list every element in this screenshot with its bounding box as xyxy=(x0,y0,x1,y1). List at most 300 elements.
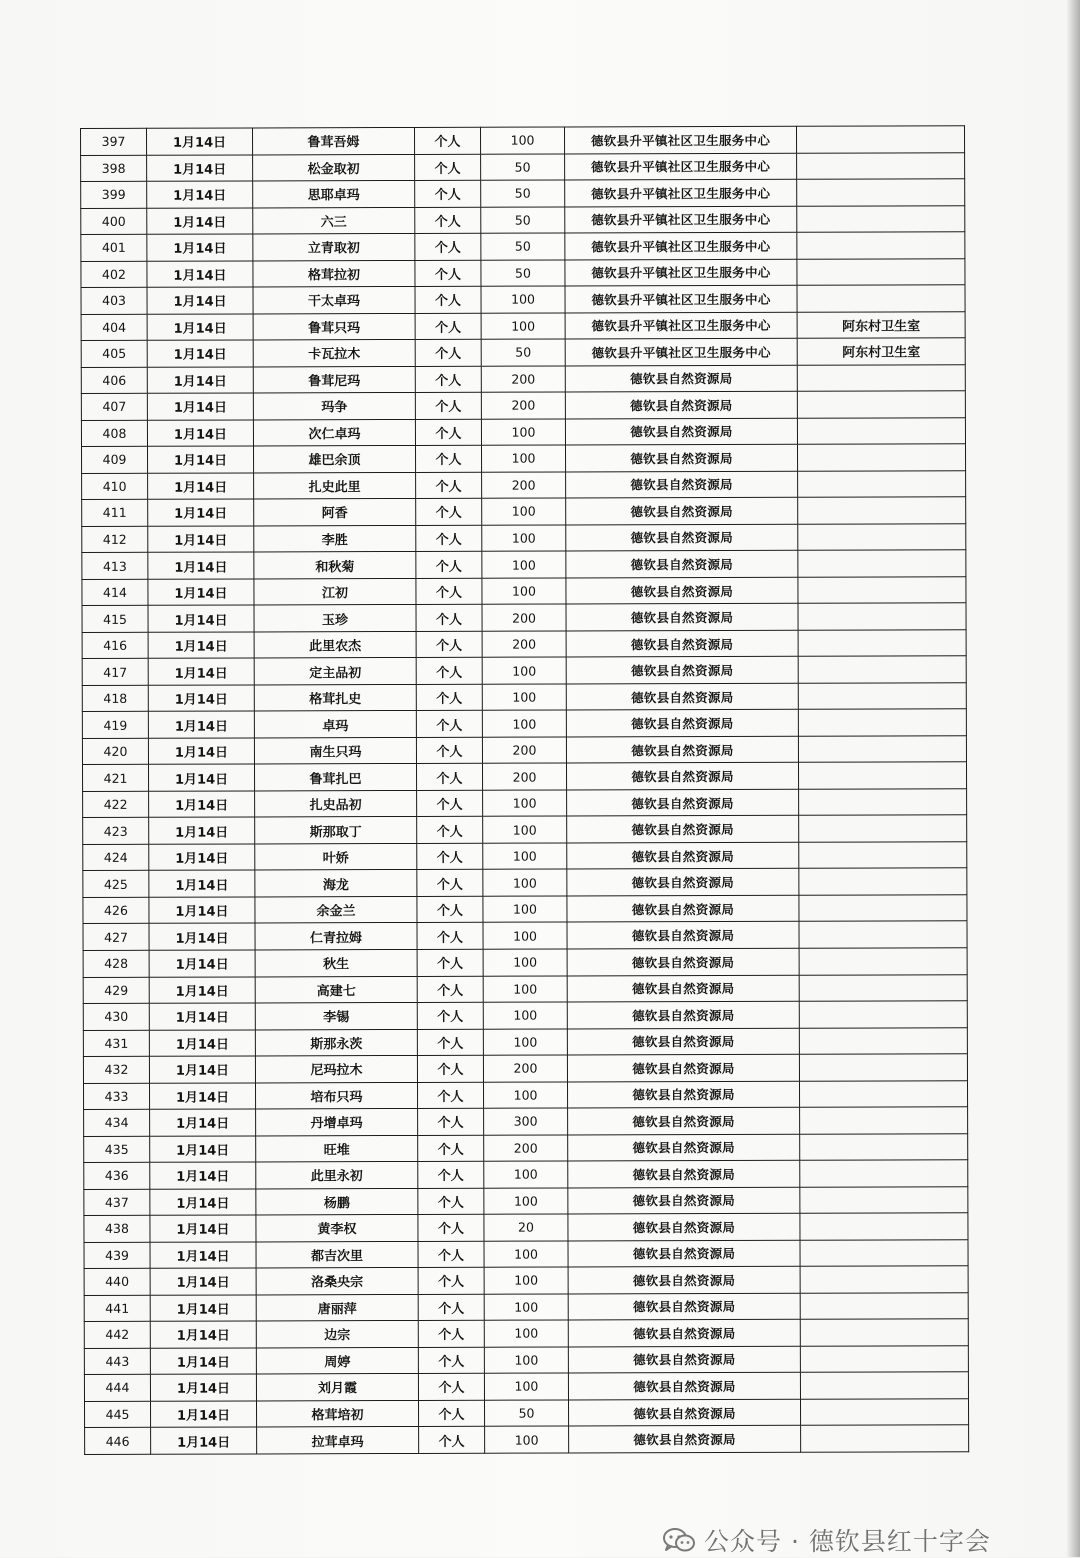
date-cell: 1月14日 xyxy=(150,1401,256,1428)
table-row xyxy=(83,974,967,1003)
table-row xyxy=(84,1080,968,1109)
table-row xyxy=(81,338,965,367)
note-cell xyxy=(800,1266,968,1293)
row-number: 405 xyxy=(81,340,147,367)
table-row xyxy=(82,470,966,499)
row-number: 413 xyxy=(82,553,148,580)
date-cell: 1月14日 xyxy=(149,950,255,977)
organization-cell: 德钦县自然资源局 xyxy=(567,975,799,1002)
amount-cell: 100 xyxy=(482,684,566,711)
amount-cell: 100 xyxy=(481,286,565,313)
donor-name: 此里农杰 xyxy=(254,631,416,658)
amount-cell: 100 xyxy=(484,1267,568,1294)
donor-name: 六三 xyxy=(253,207,415,234)
donor-name: 周婷 xyxy=(256,1347,418,1374)
donor-type: 个人 xyxy=(416,578,482,605)
amount-cell: 50 xyxy=(481,339,565,366)
donor-type: 个人 xyxy=(419,1427,485,1454)
watermark-text: 公众号 · 德钦县红十字会 xyxy=(704,1527,991,1556)
organization-cell: 德钦县升平镇社区卫生服务中心 xyxy=(565,259,797,286)
organization-cell: 德钦县自然资源局 xyxy=(568,1319,800,1346)
amount-cell: 100 xyxy=(483,949,567,976)
date-cell: 1月14日 xyxy=(148,605,254,632)
donor-name: 定主品初 xyxy=(254,658,416,685)
date-cell: 1月14日 xyxy=(147,181,253,208)
donor-type: 个人 xyxy=(415,419,481,446)
table-row xyxy=(84,1372,968,1401)
organization-cell: 德钦县升平镇社区卫生服务中心 xyxy=(565,338,797,365)
row-number: 402 xyxy=(81,261,147,288)
row-number: 435 xyxy=(84,1136,150,1163)
row-number: 401 xyxy=(81,234,147,261)
organization-cell: 德钦县自然资源局 xyxy=(566,604,798,631)
table-row xyxy=(81,391,965,420)
table-row xyxy=(84,1160,968,1189)
date-cell: 1月14日 xyxy=(150,1215,256,1242)
date-cell: 1月14日 xyxy=(148,738,254,765)
row-number: 406 xyxy=(81,367,147,394)
donor-name: 旺堆 xyxy=(256,1135,418,1162)
row-number: 407 xyxy=(81,393,147,420)
row-number: 419 xyxy=(82,712,148,739)
note-cell xyxy=(798,470,966,497)
amount-cell: 50 xyxy=(481,180,565,207)
organization-cell: 德钦县自然资源局 xyxy=(566,577,798,604)
date-cell: 1月14日 xyxy=(149,923,255,950)
page-edge-shadow xyxy=(1066,0,1080,1557)
donor-name: 立青取初 xyxy=(253,234,415,261)
donor-type: 个人 xyxy=(415,207,481,234)
organization-cell: 德钦县自然资源局 xyxy=(566,524,798,551)
note-cell xyxy=(799,868,967,895)
organization-cell: 德钦县升平镇社区卫生服务中心 xyxy=(565,206,797,233)
amount-cell: 100 xyxy=(481,419,565,446)
donor-name: 鲁茸扎巴 xyxy=(254,764,416,791)
row-number: 410 xyxy=(82,473,148,500)
note-cell xyxy=(799,1027,967,1054)
donor-type: 个人 xyxy=(417,1002,483,1029)
date-cell: 1月14日 xyxy=(149,870,255,897)
organization-cell: 德钦县自然资源局 xyxy=(565,444,797,471)
organization-cell: 德钦县自然资源局 xyxy=(567,842,799,869)
note-cell xyxy=(799,1080,967,1107)
row-number: 421 xyxy=(83,765,149,792)
donor-type: 个人 xyxy=(416,472,482,499)
amount-cell: 100 xyxy=(483,1002,567,1029)
date-cell: 1月14日 xyxy=(149,1029,255,1056)
donor-type: 个人 xyxy=(418,1373,484,1400)
table-row xyxy=(82,576,966,605)
amount-cell: 100 xyxy=(480,127,564,154)
table-row xyxy=(83,1054,967,1083)
donor-name: 秋生 xyxy=(255,949,417,976)
donor-type: 个人 xyxy=(418,1241,484,1268)
donor-name: 玛争 xyxy=(253,393,415,420)
note-cell xyxy=(798,683,966,710)
note-cell xyxy=(800,1107,968,1134)
donor-type: 个人 xyxy=(416,684,482,711)
table-row xyxy=(83,842,967,871)
amount-cell: 200 xyxy=(481,392,565,419)
row-number: 415 xyxy=(82,606,148,633)
row-number: 441 xyxy=(84,1295,150,1322)
organization-cell: 德钦县自然资源局 xyxy=(567,1081,799,1108)
row-number: 431 xyxy=(83,1030,149,1057)
table-row xyxy=(84,1186,968,1215)
donor-type: 个人 xyxy=(418,1400,484,1427)
organization-cell: 德钦县自然资源局 xyxy=(567,789,799,816)
donor-type: 个人 xyxy=(417,923,483,950)
amount-cell: 100 xyxy=(483,1082,567,1109)
date-cell: 1月14日 xyxy=(147,367,253,394)
row-number: 398 xyxy=(81,155,147,182)
note-cell xyxy=(799,1001,967,1028)
donor-name: 余金兰 xyxy=(255,896,417,923)
note-cell xyxy=(798,523,966,550)
donor-name: 扎史品初 xyxy=(255,790,417,817)
amount-cell: 100 xyxy=(484,1188,568,1215)
donor-type: 个人 xyxy=(418,1135,484,1162)
note-cell xyxy=(798,656,966,683)
note-cell xyxy=(800,1398,968,1425)
note-cell xyxy=(800,1160,968,1187)
donor-type: 个人 xyxy=(415,392,481,419)
donor-name: 李锡 xyxy=(255,1002,417,1029)
organization-cell: 德钦县自然资源局 xyxy=(567,869,799,896)
organization-cell: 德钦县自然资源局 xyxy=(566,683,798,710)
date-cell: 1月14日 xyxy=(148,579,254,606)
note-cell xyxy=(797,152,965,179)
organization-cell: 德钦县自然资源局 xyxy=(565,391,797,418)
table-row xyxy=(81,364,965,393)
table-row xyxy=(84,1213,968,1242)
amount-cell: 100 xyxy=(484,1294,568,1321)
table-row xyxy=(81,126,965,155)
note-cell xyxy=(800,1213,968,1240)
row-number: 438 xyxy=(84,1215,150,1242)
wechat-icon xyxy=(662,1526,696,1554)
table-row xyxy=(81,258,965,287)
donor-type: 个人 xyxy=(418,1294,484,1321)
organization-cell: 德钦县自然资源局 xyxy=(566,763,798,790)
donor-type: 个人 xyxy=(417,870,483,897)
amount-cell: 200 xyxy=(482,472,566,499)
date-cell: 1月14日 xyxy=(150,1321,256,1348)
donor-type: 个人 xyxy=(414,127,480,154)
table-row xyxy=(84,1266,968,1295)
organization-cell: 德钦县升平镇社区卫生服务中心 xyxy=(565,285,797,312)
amount-cell: 100 xyxy=(482,710,566,737)
row-number: 417 xyxy=(82,659,148,686)
organization-cell: 德钦县自然资源局 xyxy=(567,948,799,975)
date-cell: 1月14日 xyxy=(148,526,254,553)
table-row xyxy=(84,1239,968,1268)
organization-cell: 德钦县自然资源局 xyxy=(566,630,798,657)
amount-cell: 100 xyxy=(483,922,567,949)
table-row xyxy=(85,1425,969,1454)
row-number: 427 xyxy=(83,924,149,951)
note-cell xyxy=(799,1054,967,1081)
note-cell xyxy=(799,815,967,842)
amount-cell: 100 xyxy=(482,578,566,605)
amount-cell: 300 xyxy=(484,1108,568,1135)
organization-cell: 德钦县自然资源局 xyxy=(568,1187,800,1214)
note-cell xyxy=(798,709,966,736)
donor-name: 斯那取丁 xyxy=(255,817,417,844)
table-row xyxy=(81,152,965,181)
amount-cell: 100 xyxy=(485,1426,569,1453)
date-cell: 1月14日 xyxy=(150,1189,256,1216)
amount-cell: 100 xyxy=(484,1161,568,1188)
donor-name: 刘月霞 xyxy=(256,1374,418,1401)
amount-cell: 100 xyxy=(481,445,565,472)
date-cell: 1月14日 xyxy=(150,1295,256,1322)
watermark xyxy=(662,1522,991,1558)
amount-cell: 50 xyxy=(481,233,565,260)
note-cell xyxy=(799,895,967,922)
donor-name: 次仁卓玛 xyxy=(253,419,415,446)
amount-cell: 100 xyxy=(483,896,567,923)
organization-cell: 德钦县自然资源局 xyxy=(568,1160,800,1187)
donor-name: 卓玛 xyxy=(254,711,416,738)
amount-cell: 20 xyxy=(484,1214,568,1241)
table-body xyxy=(81,126,969,1455)
donor-type: 个人 xyxy=(418,1214,484,1241)
date-cell: 1月14日 xyxy=(151,1427,257,1454)
donor-type: 个人 xyxy=(417,1055,483,1082)
donor-name: 鲁茸吾姆 xyxy=(253,127,415,154)
note-cell xyxy=(796,126,964,153)
date-cell: 1月14日 xyxy=(147,314,253,341)
row-number: 426 xyxy=(83,897,149,924)
donor-name: 仁青拉姆 xyxy=(255,923,417,950)
amount-cell: 100 xyxy=(483,790,567,817)
amount-cell: 50 xyxy=(481,207,565,234)
date-cell: 1月14日 xyxy=(147,340,253,367)
organization-cell: 德钦县自然资源局 xyxy=(566,471,798,498)
row-number: 397 xyxy=(81,128,147,155)
donor-type: 个人 xyxy=(416,498,482,525)
table-row xyxy=(81,417,965,446)
date-cell: 1月14日 xyxy=(150,1136,256,1163)
amount-cell: 200 xyxy=(482,604,566,631)
donor-name: 叶娇 xyxy=(255,843,417,870)
row-number: 445 xyxy=(85,1401,151,1428)
donor-type: 个人 xyxy=(418,1267,484,1294)
donor-type: 个人 xyxy=(418,1108,484,1135)
amount-cell: 200 xyxy=(481,366,565,393)
date-cell: 1月14日 xyxy=(147,287,253,314)
donor-type: 个人 xyxy=(416,605,482,632)
donor-type: 个人 xyxy=(416,764,482,791)
date-cell: 1月14日 xyxy=(149,791,255,818)
donor-name: 洛桑央宗 xyxy=(256,1268,418,1295)
table-row xyxy=(83,895,967,924)
amount-cell: 100 xyxy=(483,1029,567,1056)
donor-name: 松金取初 xyxy=(253,154,415,181)
note-cell xyxy=(800,1133,968,1160)
date-cell: 1月14日 xyxy=(149,897,255,924)
table-row xyxy=(84,1319,968,1348)
donor-name: 培布只玛 xyxy=(255,1082,417,1109)
table-row xyxy=(83,1001,967,1030)
note-cell xyxy=(798,762,966,789)
organization-cell: 德钦县自然资源局 xyxy=(568,1372,800,1399)
donor-type: 个人 xyxy=(417,1029,483,1056)
row-number: 412 xyxy=(82,526,148,553)
row-number: 434 xyxy=(84,1109,150,1136)
donor-name: 阿香 xyxy=(254,499,416,526)
donor-name: 尼玛拉木 xyxy=(255,1055,417,1082)
amount-cell: 200 xyxy=(482,763,566,790)
row-number: 422 xyxy=(83,791,149,818)
table-row xyxy=(82,523,966,552)
donor-type: 个人 xyxy=(415,286,481,313)
row-number: 433 xyxy=(84,1083,150,1110)
organization-cell: 德钦县自然资源局 xyxy=(565,365,797,392)
date-cell: 1月14日 xyxy=(147,420,253,447)
date-cell: 1月14日 xyxy=(148,473,254,500)
amount-cell: 100 xyxy=(482,498,566,525)
row-number: 436 xyxy=(84,1162,150,1189)
date-cell: 1月14日 xyxy=(150,1268,256,1295)
donation-table xyxy=(80,125,969,1455)
donor-name: 思耶卓玛 xyxy=(253,180,415,207)
table-row xyxy=(83,762,967,791)
amount-cell: 200 xyxy=(482,737,566,764)
donor-type: 个人 xyxy=(416,525,482,552)
donor-name: 格茸拉初 xyxy=(253,260,415,287)
note-cell xyxy=(800,1186,968,1213)
note-cell xyxy=(797,258,965,285)
table-row xyxy=(83,948,967,977)
donor-name: 卡瓦拉木 xyxy=(253,340,415,367)
organization-cell: 德钦县自然资源局 xyxy=(566,657,798,684)
table-row xyxy=(83,868,967,897)
date-cell: 1月14日 xyxy=(147,128,253,155)
table-row xyxy=(81,179,965,208)
note-cell: 阿东村卫生室 xyxy=(797,338,965,365)
donor-type: 个人 xyxy=(415,313,481,340)
donor-type: 个人 xyxy=(417,1082,483,1109)
organization-cell: 德钦县升平镇社区卫生服务中心 xyxy=(565,232,797,259)
organization-cell: 德钦县自然资源局 xyxy=(567,1001,799,1028)
donor-name: 鲁茸尼玛 xyxy=(253,366,415,393)
row-number: 425 xyxy=(83,871,149,898)
date-cell: 1月14日 xyxy=(148,632,254,659)
table-row xyxy=(83,1027,967,1056)
note-cell xyxy=(800,1372,968,1399)
amount-cell: 100 xyxy=(483,975,567,1002)
donor-name: 雄巴余顶 xyxy=(254,446,416,473)
donor-name: 此里永初 xyxy=(256,1162,418,1189)
row-number: 403 xyxy=(81,287,147,314)
table-row xyxy=(82,630,966,659)
amount-cell: 200 xyxy=(483,1055,567,1082)
table-row xyxy=(82,736,966,765)
table-row xyxy=(85,1398,969,1427)
note-cell xyxy=(800,1292,968,1319)
table-row xyxy=(83,789,967,818)
table-row xyxy=(82,444,966,473)
date-cell: 1月14日 xyxy=(149,844,255,871)
note-cell xyxy=(799,842,967,869)
date-cell: 1月14日 xyxy=(149,1056,255,1083)
date-cell: 1月14日 xyxy=(148,446,254,473)
amount-cell: 100 xyxy=(483,869,567,896)
donor-type: 个人 xyxy=(416,631,482,658)
date-cell: 1月14日 xyxy=(150,1348,256,1375)
organization-cell: 德钦县自然资源局 xyxy=(568,1240,800,1267)
date-cell: 1月14日 xyxy=(150,1374,256,1401)
donor-type: 个人 xyxy=(416,737,482,764)
row-number: 439 xyxy=(84,1242,150,1269)
row-number: 400 xyxy=(81,208,147,235)
date-cell: 1月14日 xyxy=(147,261,253,288)
date-cell: 1月14日 xyxy=(150,1162,256,1189)
date-cell: 1月14日 xyxy=(149,1003,255,1030)
date-cell: 1月14日 xyxy=(150,1242,256,1269)
donor-name: 拉茸卓玛 xyxy=(257,1427,419,1454)
table-row xyxy=(84,1345,968,1374)
donor-name: 唐丽萍 xyxy=(256,1294,418,1321)
row-number: 442 xyxy=(84,1321,150,1348)
note-cell xyxy=(798,576,966,603)
donor-name: 和秋菊 xyxy=(254,552,416,579)
donor-name: 杨鹏 xyxy=(256,1188,418,1215)
amount-cell: 100 xyxy=(482,525,566,552)
row-number: 418 xyxy=(82,685,148,712)
organization-cell: 德钦县自然资源局 xyxy=(566,710,798,737)
organization-cell: 德钦县自然资源局 xyxy=(567,895,799,922)
organization-cell: 德钦县自然资源局 xyxy=(568,1213,800,1240)
donor-name: 边宗 xyxy=(256,1321,418,1348)
amount-cell: 100 xyxy=(484,1347,568,1374)
note-cell xyxy=(798,497,966,524)
row-number: 414 xyxy=(82,579,148,606)
note-cell xyxy=(798,550,966,577)
note-cell xyxy=(799,789,967,816)
note-cell xyxy=(797,391,965,418)
amount-cell: 200 xyxy=(482,631,566,658)
donor-name: 海龙 xyxy=(255,870,417,897)
organization-cell: 德钦县自然资源局 xyxy=(568,1346,800,1373)
table-row xyxy=(81,205,965,234)
donor-name: 干太卓玛 xyxy=(253,287,415,314)
note-cell xyxy=(797,364,965,391)
donor-type: 个人 xyxy=(416,551,482,578)
donor-name: 鲁茸只玛 xyxy=(253,313,415,340)
date-cell: 1月14日 xyxy=(149,817,255,844)
organization-cell: 德钦县自然资源局 xyxy=(567,1054,799,1081)
donor-name: 玉珍 xyxy=(254,605,416,632)
table-row xyxy=(84,1107,968,1136)
table-row xyxy=(84,1292,968,1321)
note-cell xyxy=(800,1345,968,1372)
row-number: 420 xyxy=(82,738,148,765)
amount-cell: 100 xyxy=(482,657,566,684)
organization-cell: 德钦县自然资源局 xyxy=(566,497,798,524)
date-cell: 1月14日 xyxy=(148,685,254,712)
note-cell xyxy=(798,603,966,630)
row-number: 408 xyxy=(81,420,147,447)
table-row xyxy=(83,815,967,844)
amount-cell: 100 xyxy=(484,1320,568,1347)
row-number: 428 xyxy=(83,950,149,977)
row-number: 423 xyxy=(83,818,149,845)
row-number: 411 xyxy=(82,500,148,527)
table-row xyxy=(82,497,966,526)
